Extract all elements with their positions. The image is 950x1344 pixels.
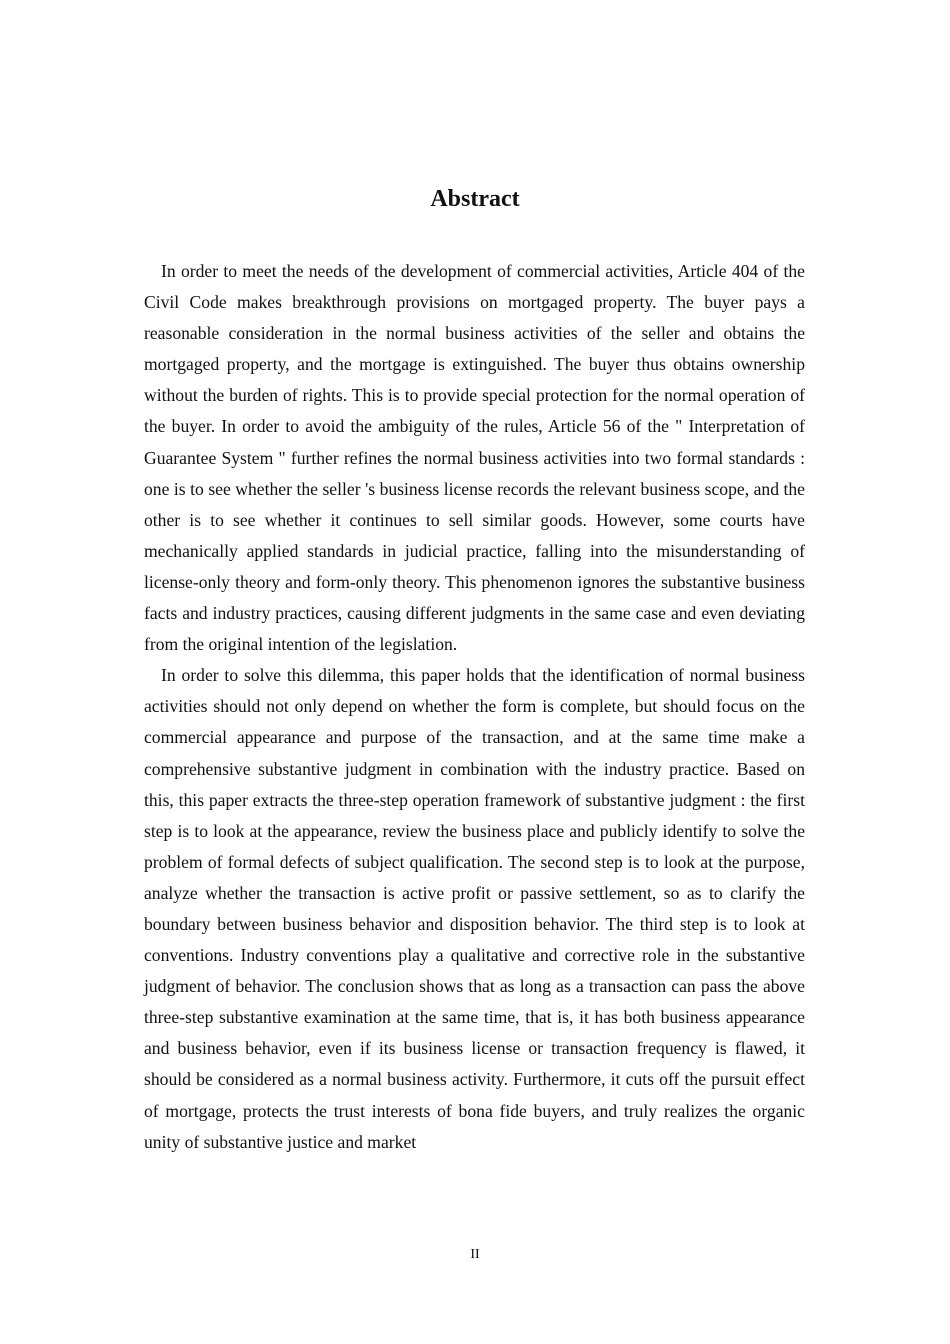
abstract-paragraph-1: In order to meet the needs of the development of commercial activities, Article 404 of the Civil Code makes breakthrough provisions on mortgaged property. The buyer pays a reasonable consideration in the normal business activities of the seller and obtains the mortgaged property, and the mortgage is extinguished. The buyer thus obtains ownership without the burden of rights. This is to provide special protection for the normal operation of the buyer. In order to avoid the ambiguity of the rules, Article 56 of the " Interpretation of Guarantee System " further refines the normal business activities into two formal standards : one is to see whether the seller 's business license records the relevant business scope, and the other is to see whether it continues to sell similar goods. However, some courts have mechanically applied standards in judicial practice, falling into the misunderstanding of license-only theory and form-only theory. This phenomenon ignores the substantive business facts and industry practices, causing different judgments in the same case and even deviating from the original intention of the legislation.	[144, 261, 805, 655]
page-title: Abstract	[430, 186, 520, 212]
page-number: II	[470, 1247, 480, 1262]
abstract-paragraph-2: In order to solve this dilemma, this paper holds that the identification of normal business activities should not only depend on whether the form is complete, but should focus on the commercial appearance and purpose of the transaction, and at the same time make a comprehensive substantive judgment in combination with the industry practice. Based on this, this paper extracts the three-step operation framework of substantive judgment : the first step is to look at the appearance, review the business place and publicly identify to solve the problem of formal defects of subject qualification. The second step is to look at the purpose, analyze whether the transaction is active profit or passive settlement, so as to clarify the boundary between business behavior and disposition behavior. The third step is to look at conventions. Industry conventions play a qualitative and corrective role in the substantive judgment of behavior. The conclusion shows that as long as a transaction can pass the above three-step substantive examination at the same time, that is, it has both business appearance and business behavior, even if its business license or transaction frequency is flawed, it should be considered as a normal business activity. Furthermore, it cuts off the pursuit effect of mortgage, protects the trust interests of bona fide buyers, and truly realizes the organic unity of substantive justice and market	[144, 665, 805, 1152]
abstract-body	[144, 256, 805, 1158]
